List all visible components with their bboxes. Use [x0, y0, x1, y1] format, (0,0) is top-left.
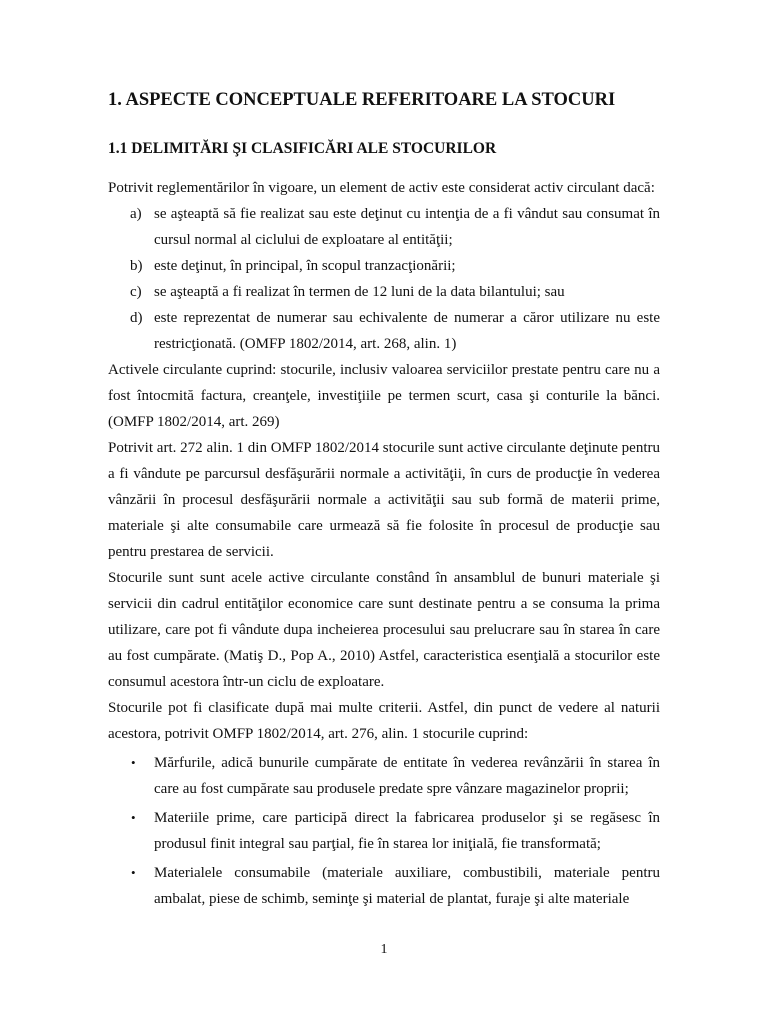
- bullet-item: [108, 750, 660, 802]
- bullet-item: [108, 805, 660, 857]
- intro-paragraph: Potrivit reglementărilor în vigoare, un element de activ este considerat activ circulant dacă:: [108, 180, 655, 196]
- body-paragraph: Potrivit art. 272 alin. 1 din OMFP 1802/2014 stocurile sunt active circulante deţinute pentru a fi vândute pe parcursul desfăşurării normale a activităţii, în curs de producţie în vederea vânzării în procesul desfăşurării normale a activităţii sau sub formă de materii prime, materiale şi alte consumabile care urmează să fie folosite în procesul de producţie sau pentru prestarea de servicii.: [108, 440, 660, 560]
- chapter-heading: 1. ASPECTE CONCEPTUALE REFERITOARE LA STOCURI: [108, 90, 616, 110]
- list-item-text: se aşteaptă a fi realizat în termen de 12 luni de la data bilantului; sau: [154, 284, 565, 300]
- bullet-text: Materialele consumabile (materiale auxiliare, combustibili, materiale pentru ambalat, piese de schimb, seminţe şi material de plantat, furaje şi alte materiale: [154, 865, 660, 907]
- list-item: [108, 305, 660, 357]
- body-paragraph: Stocurile sunt sunt acele active circulante constând în ansamblul de bunuri materiale şi servicii din cadrul entităţilor economice care sunt destinate pentru a se consuma la prima utilizare, care pot fi vândute dupa incheierea procesului sau prelucrare sau în starea în care au fost cumpărate. (Matiş D., Pop A., 2010) Astfel, caracteristica esenţială a stocurilor este consumul acestora într-un ciclu de exploatare.: [108, 570, 660, 690]
- bullet-marker: •: [131, 865, 136, 880]
- list-item-text: se aşteaptă să fie realizat sau este deţinut cu intenţia de a fi vândut sau consumat în cursul normal al ciclului de exploatare al entităţii;: [154, 206, 660, 248]
- list-marker: b): [130, 258, 143, 274]
- list-item: [108, 253, 660, 279]
- list-marker: a): [130, 206, 142, 222]
- bullet-text: Mărfurile, adică bunurile cumpărate de entitate în vederea revânzării în starea în care au fost cumpărate sau produsele predate spre vânzare magazinelor proprii;: [154, 755, 660, 797]
- section-heading: 1.1 DELIMITĂRI ŞI CLASIFICĂRI ALE STOCURILOR: [108, 140, 497, 157]
- bullet-item: [108, 860, 660, 912]
- list-marker: c): [130, 284, 142, 300]
- list-item-text: este reprezentat de numerar sau echivalente de numerar a căror utilizare nu este restricţionată. (OMFP 1802/2014, art. 268, alin. 1): [154, 310, 660, 352]
- list-item-text: este deţinut, în principal, în scopul tranzacţionării;: [154, 258, 456, 274]
- document-body: [108, 175, 660, 915]
- bullet-text: Materiile prime, care participă direct la fabricarea produselor şi se regăsesc în produsul finit integral sau parţial, fie în starea lor iniţială, fie transformată;: [154, 810, 660, 852]
- stock-types-list: [108, 750, 660, 912]
- bullet-marker: •: [131, 755, 136, 770]
- body-paragraph: Stocurile pot fi clasificate după mai multe criterii. Astfel, din punct de vedere al naturii acestora, potrivit OMFP 1802/2014, art. 276, alin. 1 stocurile cuprind:: [108, 700, 660, 742]
- list-item: [108, 201, 660, 253]
- bullet-marker: •: [131, 810, 136, 825]
- criteria-list: [108, 201, 660, 357]
- list-item: [108, 279, 660, 305]
- body-paragraph: Activele circulante cuprind: stocurile, inclusiv valoarea serviciilor prestate pentru care nu a fost întocmită factura, creanţele, investiţiile pe termen scurt, casa şi conturile la bănci. (OMFP 1802/2014, art. 269): [108, 362, 660, 430]
- page-number: 1: [380, 942, 388, 957]
- list-marker: d): [130, 310, 143, 326]
